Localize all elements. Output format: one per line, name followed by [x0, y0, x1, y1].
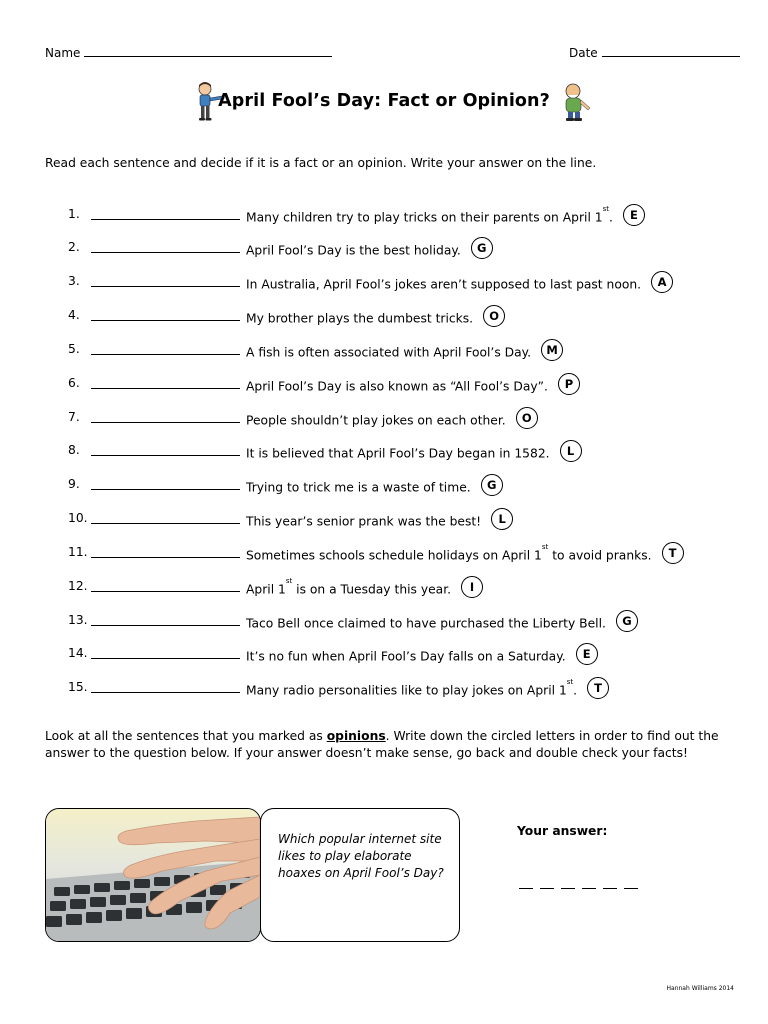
sentence-text: People shouldn’t play jokes on each other. — [246, 413, 506, 428]
question-number: 2. — [68, 240, 80, 254]
question-row — [0, 203, 768, 227]
ordinal-suffix: st — [602, 205, 610, 213]
answer-letter-blank[interactable] — [624, 876, 638, 889]
answer-line[interactable] — [91, 252, 240, 253]
sentence — [246, 410, 538, 432]
sentence — [246, 443, 582, 465]
sentence — [246, 613, 638, 635]
date-field — [569, 46, 740, 60]
sentence — [246, 207, 645, 229]
circled-letter: T — [587, 677, 609, 699]
answer-line[interactable] — [91, 219, 240, 220]
question-number: 1. — [68, 207, 80, 221]
answer-line[interactable] — [91, 692, 240, 693]
name-label: Name — [45, 46, 81, 60]
sentence-text: Taco Bell once claimed to have purchased the Liberty Bell. — [246, 616, 606, 631]
answer-line[interactable] — [91, 557, 240, 558]
question-row — [0, 372, 768, 396]
sentence-text: Many radio personalities like to play jokes on April 1 — [246, 683, 567, 698]
sentence-text-end: is on a Tuesday this year. — [292, 582, 452, 597]
answer-line[interactable] — [91, 625, 240, 626]
sentence-text: It is believed that April Fool’s Day began in 1582. — [246, 446, 550, 461]
laughing-man-clipart — [556, 82, 596, 122]
outro-before: Look at all the sentences that you marked as — [45, 729, 327, 743]
question-row — [0, 609, 768, 633]
answer-letter-blank[interactable] — [561, 876, 575, 889]
circled-letter: L — [560, 440, 582, 462]
name-field — [45, 46, 332, 60]
circled-letter: E — [576, 643, 598, 665]
question-row — [0, 406, 768, 430]
sentence — [246, 646, 598, 668]
sentence-text: It’s no fun when April Fool’s Day falls on a Saturday. — [246, 649, 566, 664]
circled-letter: O — [516, 407, 538, 429]
answer-line[interactable] — [91, 320, 240, 321]
sentence-text: This year’s senior prank was the best! — [246, 514, 482, 529]
name-line[interactable] — [84, 56, 332, 57]
question-row — [0, 439, 768, 463]
answer-line[interactable] — [91, 489, 240, 490]
sentence — [246, 477, 503, 499]
sentence — [246, 240, 493, 262]
answer-line[interactable] — [91, 658, 240, 659]
sentence-text-end: . — [573, 683, 578, 698]
circled-letter: E — [623, 204, 645, 226]
question-number: 13. — [68, 613, 88, 627]
answer-line[interactable] — [91, 286, 240, 287]
keyboard-photo — [45, 808, 261, 942]
sentence-text: Trying to trick me is a waste of time. — [246, 480, 471, 495]
credit-text: Hannah Williams 2014 — [666, 985, 734, 992]
question-number: 5. — [68, 342, 80, 356]
question-number: 3. — [68, 274, 80, 288]
sentence — [246, 680, 609, 702]
question-row — [0, 575, 768, 599]
question-number: 14. — [68, 646, 88, 660]
circled-letter: L — [491, 508, 513, 530]
circled-letter: I — [461, 576, 483, 598]
answer-line[interactable] — [91, 523, 240, 524]
question-row — [0, 541, 768, 565]
question-row — [0, 304, 768, 328]
sentence — [246, 308, 505, 330]
sentence-text: Many children try to play tricks on their parents on April 1 — [246, 210, 603, 225]
sentence — [246, 511, 513, 533]
question-number: 11. — [68, 545, 88, 559]
sentence-text: A fish is often associated with April Fool’s Day. — [246, 345, 532, 360]
question-row — [0, 507, 768, 531]
answer-letter-blank[interactable] — [603, 876, 617, 889]
circled-letter: G — [471, 237, 493, 259]
title-area — [0, 82, 768, 122]
outro-emphasis: opinions — [326, 729, 386, 743]
date-label: Date — [569, 46, 598, 60]
sentence-text-end: . — [609, 210, 613, 225]
question-number: 7. — [68, 410, 80, 424]
question-box — [260, 808, 460, 942]
answer-line[interactable] — [91, 388, 240, 389]
question-number: 9. — [68, 477, 80, 491]
question-number: 8. — [68, 443, 80, 457]
ordinal-suffix: st — [566, 678, 574, 686]
ordinal-suffix: st — [285, 577, 293, 585]
sentence — [246, 274, 673, 296]
question-row — [0, 236, 768, 260]
answer-line[interactable] — [91, 455, 240, 456]
closing-instructions — [45, 728, 735, 762]
answer-line[interactable] — [91, 422, 240, 423]
instructions: Read each sentence and decide if it is a fact or an opinion. Write your answer on the line. — [45, 156, 597, 170]
circled-letter: T — [662, 542, 684, 564]
sentence-text-end: to avoid pranks. — [548, 548, 652, 563]
question-number: 10. — [68, 511, 88, 525]
date-line[interactable] — [602, 56, 740, 57]
answer-line[interactable] — [91, 354, 240, 355]
answer-line[interactable] — [91, 591, 240, 592]
sentence-text: April Fool’s Day is also known as “All Fool’s Day”. — [246, 379, 548, 394]
question-number: 12. — [68, 579, 88, 593]
question-row — [0, 676, 768, 700]
question-row — [0, 270, 768, 294]
question-row — [0, 338, 768, 362]
question-number: 15. — [68, 680, 88, 694]
typing-hand-illustration — [46, 809, 260, 941]
ordinal-suffix: st — [541, 543, 549, 551]
question-number: 4. — [68, 308, 80, 322]
question-row — [0, 473, 768, 497]
answer-blanks[interactable] — [519, 876, 638, 889]
sentence — [246, 545, 684, 567]
sentence — [246, 342, 563, 364]
sentence — [246, 579, 483, 601]
circled-letter: O — [483, 305, 505, 327]
answer-label: Your answer: — [517, 824, 608, 838]
page-title: April Fool’s Day: Fact or Opinion? — [218, 91, 550, 111]
answer-letter-blank[interactable] — [582, 876, 596, 889]
question-text: Which popular internet site likes to play elaborate hoaxes on April Fool’s Day? — [278, 832, 444, 880]
question-row — [0, 642, 768, 666]
sentence-text: April 1 — [246, 582, 286, 597]
circled-letter: G — [616, 610, 638, 632]
sentence-text: Sometimes schools schedule holidays on April 1 — [246, 548, 542, 563]
sentence — [246, 376, 580, 398]
outro-after: . Write down the circled letters in order to find out the answer to the question below. If your answer doesn’t make sense, go back and double check your facts! — [45, 729, 719, 760]
sentence-text: My brother plays the dumbest tricks. — [246, 311, 474, 326]
sentence-text: April Fool’s Day is the best holiday. — [246, 243, 461, 258]
circled-letter: A — [651, 271, 673, 293]
answer-letter-blank[interactable] — [519, 876, 533, 889]
question-number: 6. — [68, 376, 80, 390]
sentence-text: In Australia, April Fool’s jokes aren’t supposed to last past noon. — [246, 277, 642, 292]
circled-letter: P — [558, 373, 580, 395]
circled-letter: G — [481, 474, 503, 496]
circled-letter: M — [541, 339, 563, 361]
answer-letter-blank[interactable] — [540, 876, 554, 889]
